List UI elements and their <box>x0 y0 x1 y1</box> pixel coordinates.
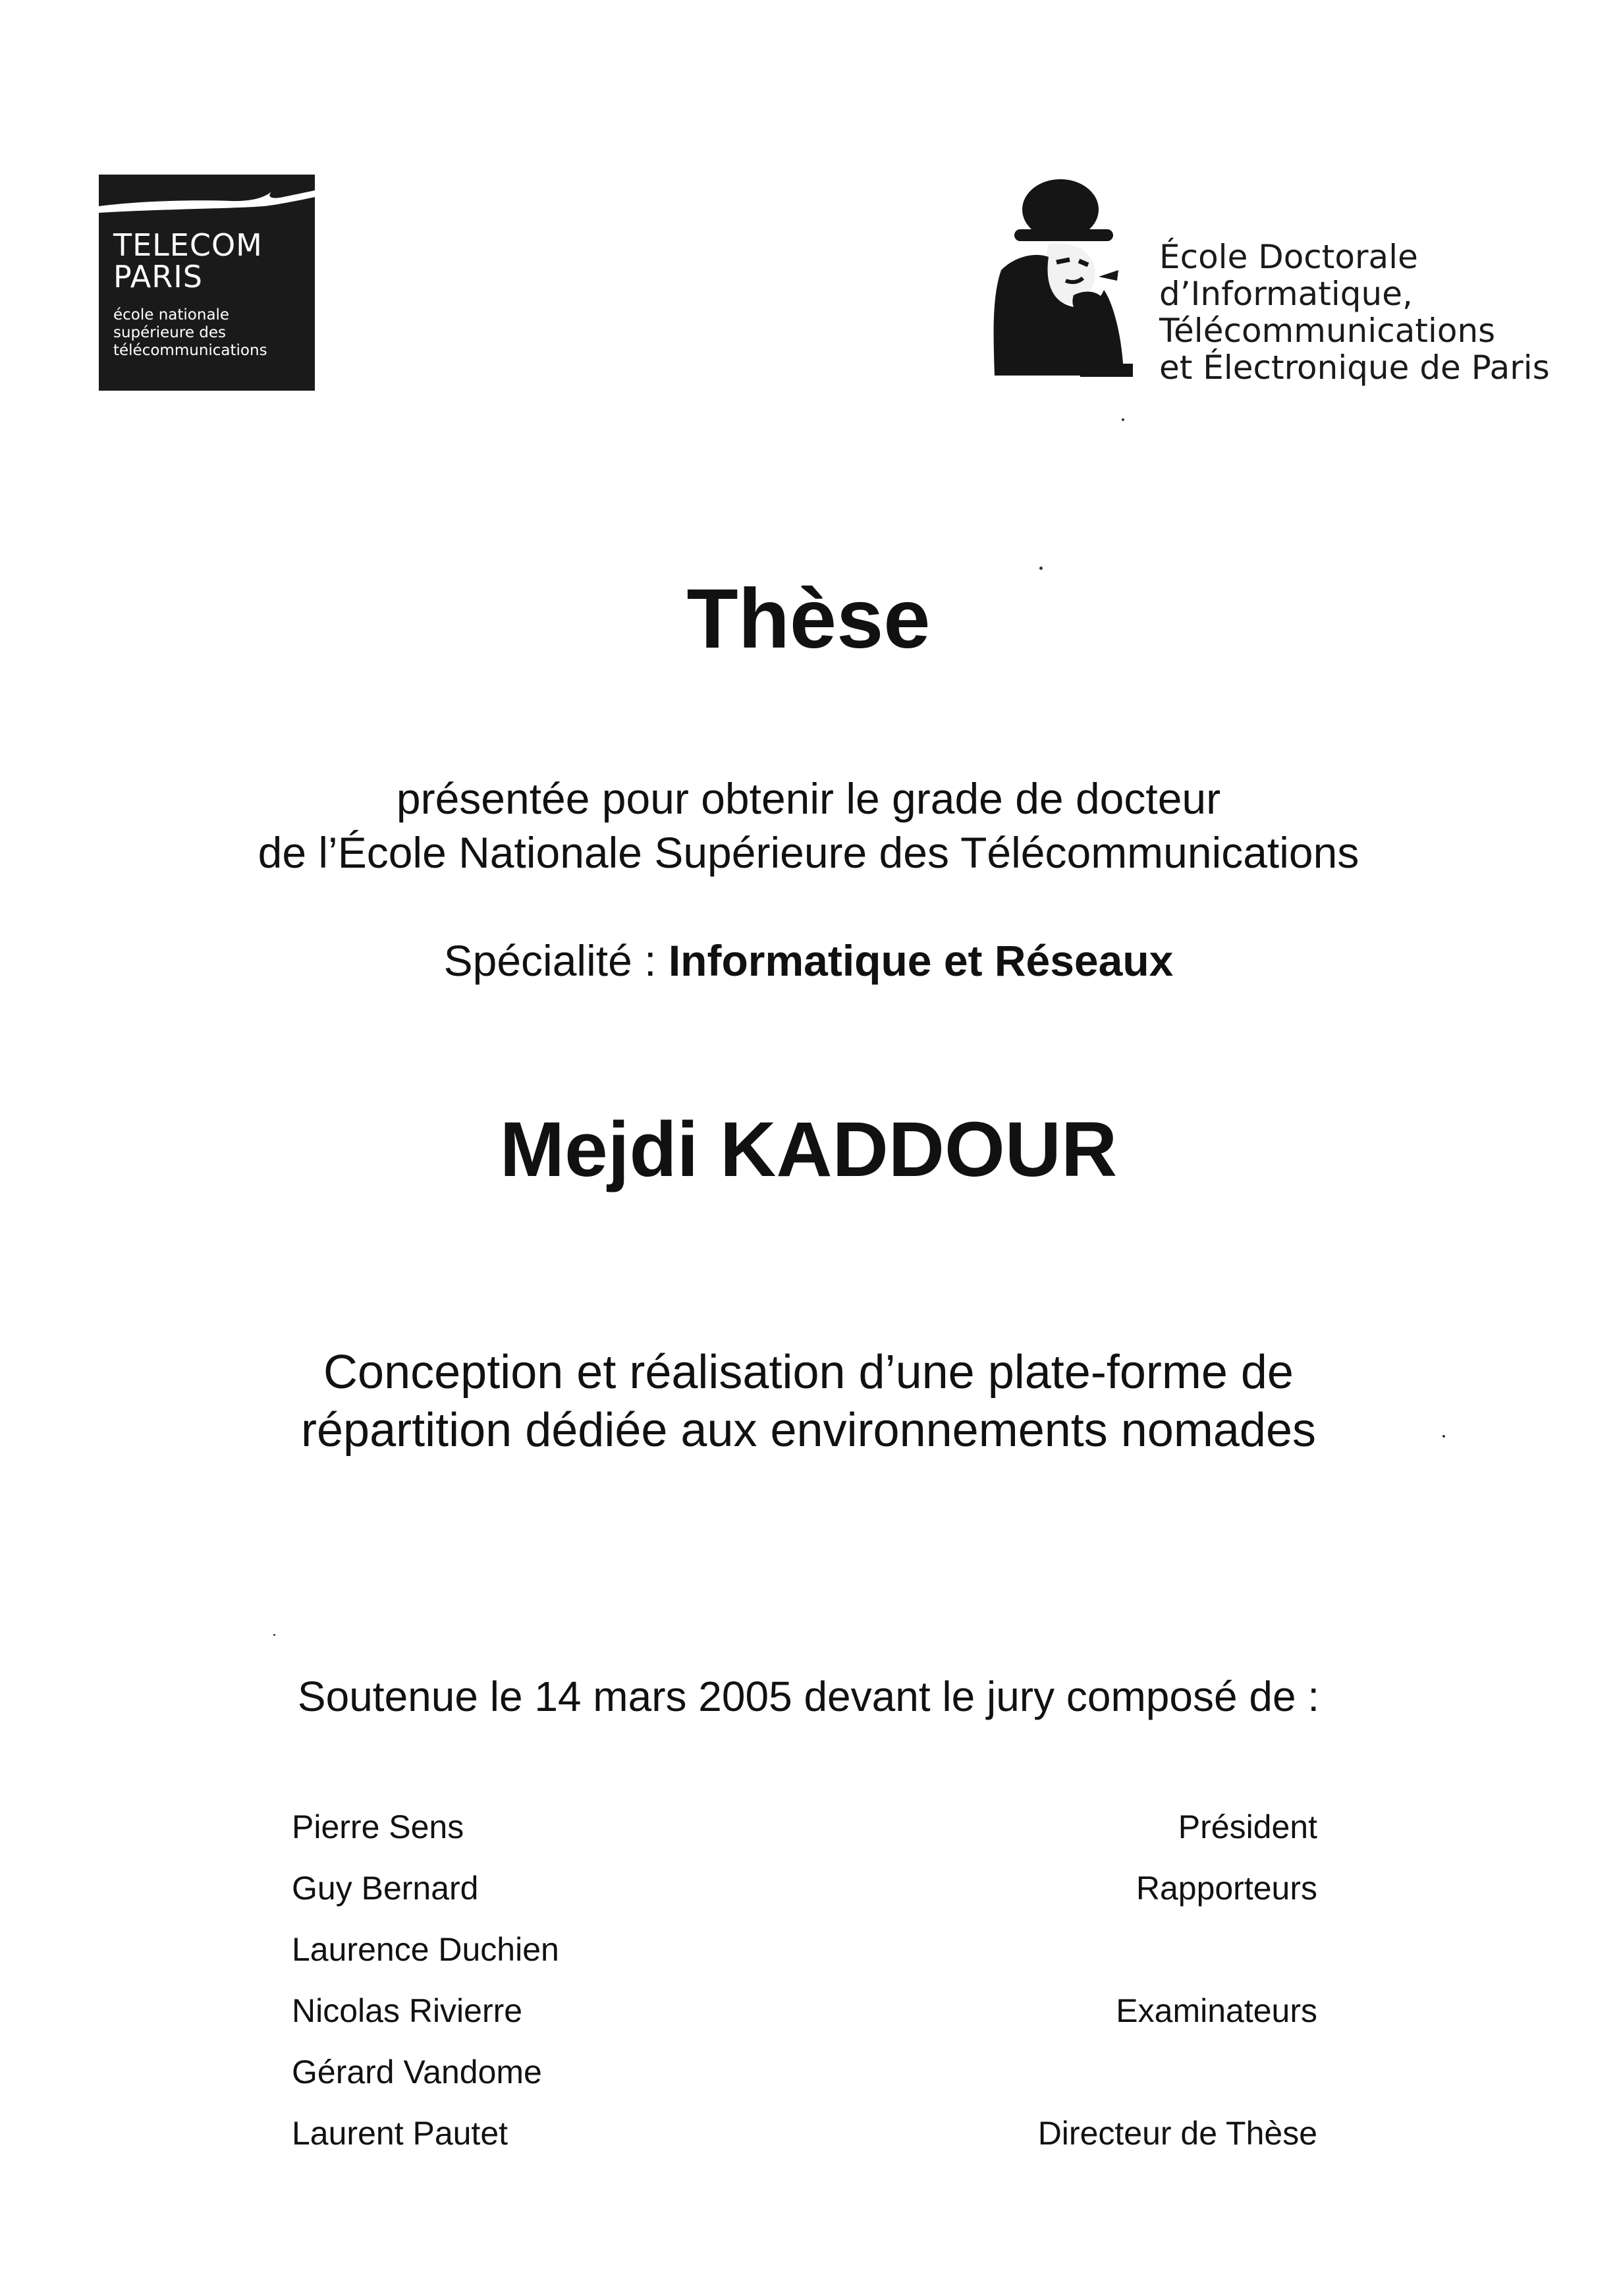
jury-member-name: Guy Bernard <box>292 1870 479 1907</box>
doctoral-school-line1: École Doctorale <box>1159 238 1418 276</box>
jury-row <box>292 1804 1317 1865</box>
speciality-label: Spécialité : <box>443 936 669 985</box>
scan-speck <box>1442 1435 1445 1438</box>
logo-name-line2: PARIS <box>113 259 203 294</box>
jury-member-role: Président <box>1178 1808 1317 1845</box>
degree-line-2: de l’École Nationale Supérieure des Télécommunications <box>258 828 1359 877</box>
telecom-paris-logo <box>99 175 315 391</box>
author-name: Mejdi KADDOUR <box>499 1106 1118 1193</box>
defense-statement: Soutenue le 14 mars 2005 devant le jury composé de : <box>297 1673 1320 1720</box>
jury-member-role: Examinateurs <box>1116 1992 1317 2029</box>
logo-subtitle-line2: supérieure des <box>113 324 227 341</box>
document-heading: Thèse <box>686 572 931 666</box>
doctoral-school-emblem-icon <box>988 178 1146 392</box>
jury-member-name: Gérard Vandome <box>292 2054 542 2090</box>
logo-subtitle-line3: télécommunications <box>113 342 267 359</box>
jury-member-name: Nicolas Rivierre <box>292 1992 523 2029</box>
thesis-title-line-2: répartition dédiée aux environnements nomades <box>301 1404 1316 1457</box>
jury-row <box>292 1988 1317 2049</box>
jury-member-role: Directeur de Thèse <box>1037 2115 1317 2152</box>
speciality-value: Informatique et Réseaux <box>668 936 1174 985</box>
jury-row <box>292 2110 1317 2171</box>
logo-subtitle-line1: école nationale <box>113 306 230 323</box>
jury-member-name: Laurent Pautet <box>292 2115 508 2152</box>
jury-member-role: Rapporteurs <box>1136 1870 1317 1907</box>
scan-speck <box>273 1634 275 1636</box>
jury-row <box>292 2049 1317 2110</box>
jury-row <box>292 1865 1317 1926</box>
jury-row <box>292 1926 1317 1988</box>
scan-speck <box>1039 567 1043 570</box>
thesis-title-line-1: Conception et réalisation d’une plate-forme de <box>323 1346 1294 1399</box>
speciality-line <box>0 934 1617 987</box>
doctoral-school-line3: Télécommunications <box>1159 312 1496 350</box>
logo-swoosh-icon <box>99 175 315 221</box>
doctoral-school-line4: et Électronique de Paris <box>1159 349 1550 387</box>
degree-line-1: présentée pour obtenir le grade de docteur <box>396 774 1221 823</box>
logo-name-line1: TELECOM <box>113 227 263 263</box>
jury-list <box>292 1804 1317 2171</box>
jury-member-name: Laurence Duchien <box>292 1931 559 1968</box>
doctoral-school-name <box>1159 238 1550 386</box>
scan-speck <box>1122 418 1124 421</box>
jury-member-name: Pierre Sens <box>292 1808 464 1845</box>
doctoral-school-line2: d’Informatique, <box>1159 275 1413 313</box>
